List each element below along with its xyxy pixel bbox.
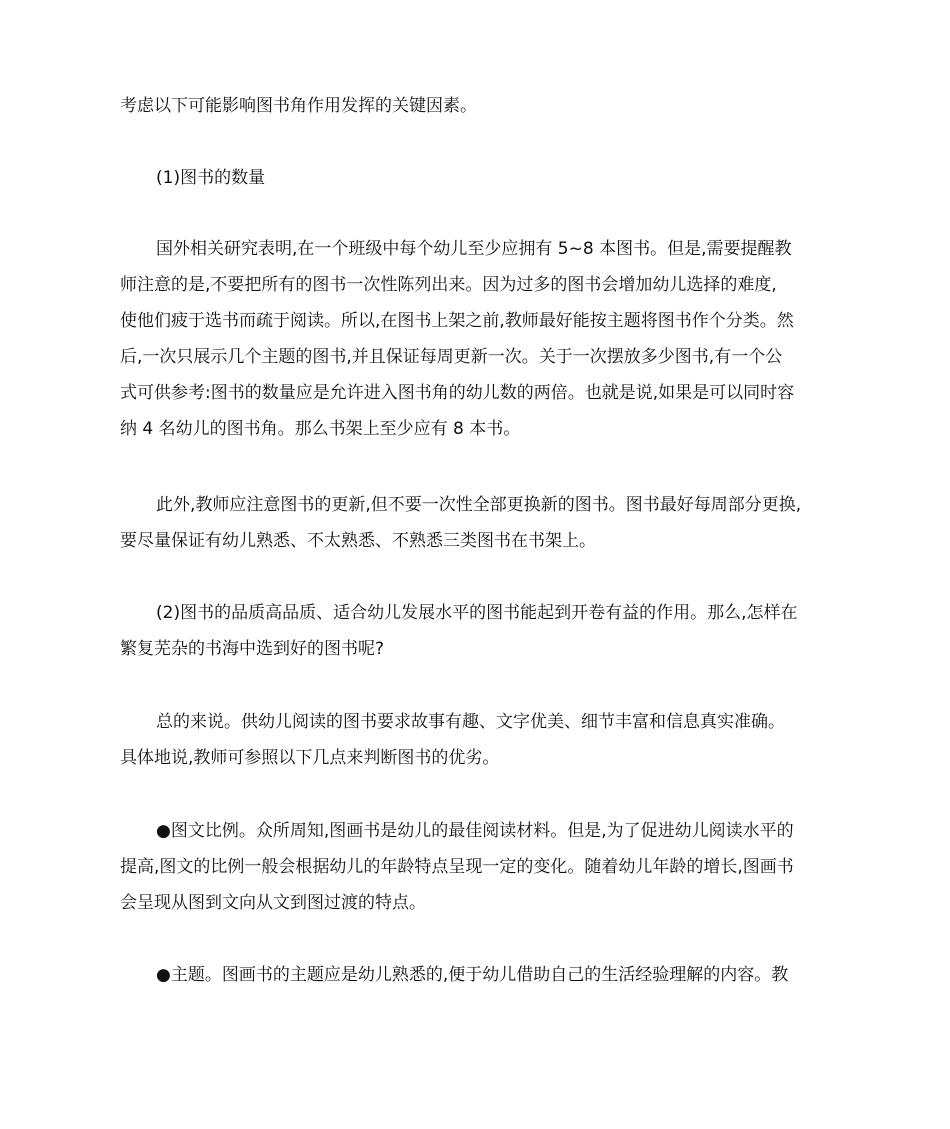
section-heading-quantity (120, 160, 832, 196)
text-line: 考虑以下可能影响图书角作用发挥的关键因素。 (120, 96, 477, 116)
quantity-paragraph (120, 231, 832, 447)
text-line: (1)图书的数量 (156, 168, 266, 188)
text-line: 师注意的是,不要把所有的图书一次性陈列出来。因为过多的图书会增加幼儿选择的难度, (120, 275, 777, 295)
text-line: 国外相关研究表明,在一个班级中每个幼儿至少应拥有 5~8 本图书。但是,需要提醒教 (156, 239, 792, 259)
text-line: ●主题。图画书的主题应是幼儿熟悉的,便于幼儿借助自己的生活经验理解的内容。教 (156, 965, 789, 985)
text-line: 此外,教师应注意图书的更新,但不要一次性全部更换新的图书。图书最好每周部分更换, (156, 495, 802, 515)
text-line: (2)图书的品质高品质、适合幼儿发展水平的图书能起到开卷有益的作用。那么,怎样在 (156, 603, 798, 623)
text-line: 繁复芜杂的书海中选到好的图书呢? (120, 639, 385, 659)
text-line: 式可供参考:图书的数量应是允许进入图书角的幼儿数的两倍。也就是说,如果是可以同时容 (120, 383, 795, 403)
bullet-text-image-ratio (120, 813, 832, 921)
text-line: 后,一次只展示几个主题的图书,并且保证每周更新一次。关于一次摆放多少图书,有一个公 (120, 347, 783, 367)
text-line: ●图文比例。众所周知,图画书是幼儿的最佳阅读材料。但是,为了促进幼儿阅读水平的 (156, 821, 794, 841)
text-line: 具体地说,教师可参照以下几点来判断图书的优劣。 (120, 748, 500, 768)
text-line: 会呈现从图到文向从文到图过渡的特点。 (120, 893, 426, 913)
bullet-theme (120, 957, 832, 993)
text-line: 使他们疲于选书而疏于阅读。所以,在图书上架之前,教师最好能按主题将图书作个分类。然 (120, 311, 794, 331)
text-line: 要尽量保证有幼儿熟悉、不太熟悉、不熟悉三类图书在书架上。 (120, 531, 596, 551)
update-paragraph (120, 487, 832, 559)
text-line: 总的来说。供幼儿阅读的图书要求故事有趣、文字优美、细节丰富和信息真实准确。 (156, 712, 785, 732)
text-line: 纳 4 名幼儿的图书角。那么书架上至少应有 8 本书。 (120, 419, 521, 439)
intro-paragraph (120, 88, 832, 124)
quality-paragraph (120, 595, 832, 667)
summary-paragraph (120, 704, 832, 776)
text-line: 提高,图文的比例一般会根据幼儿的年龄特点呈现一定的变化。随着幼儿年龄的增长,图画书 (120, 857, 794, 877)
